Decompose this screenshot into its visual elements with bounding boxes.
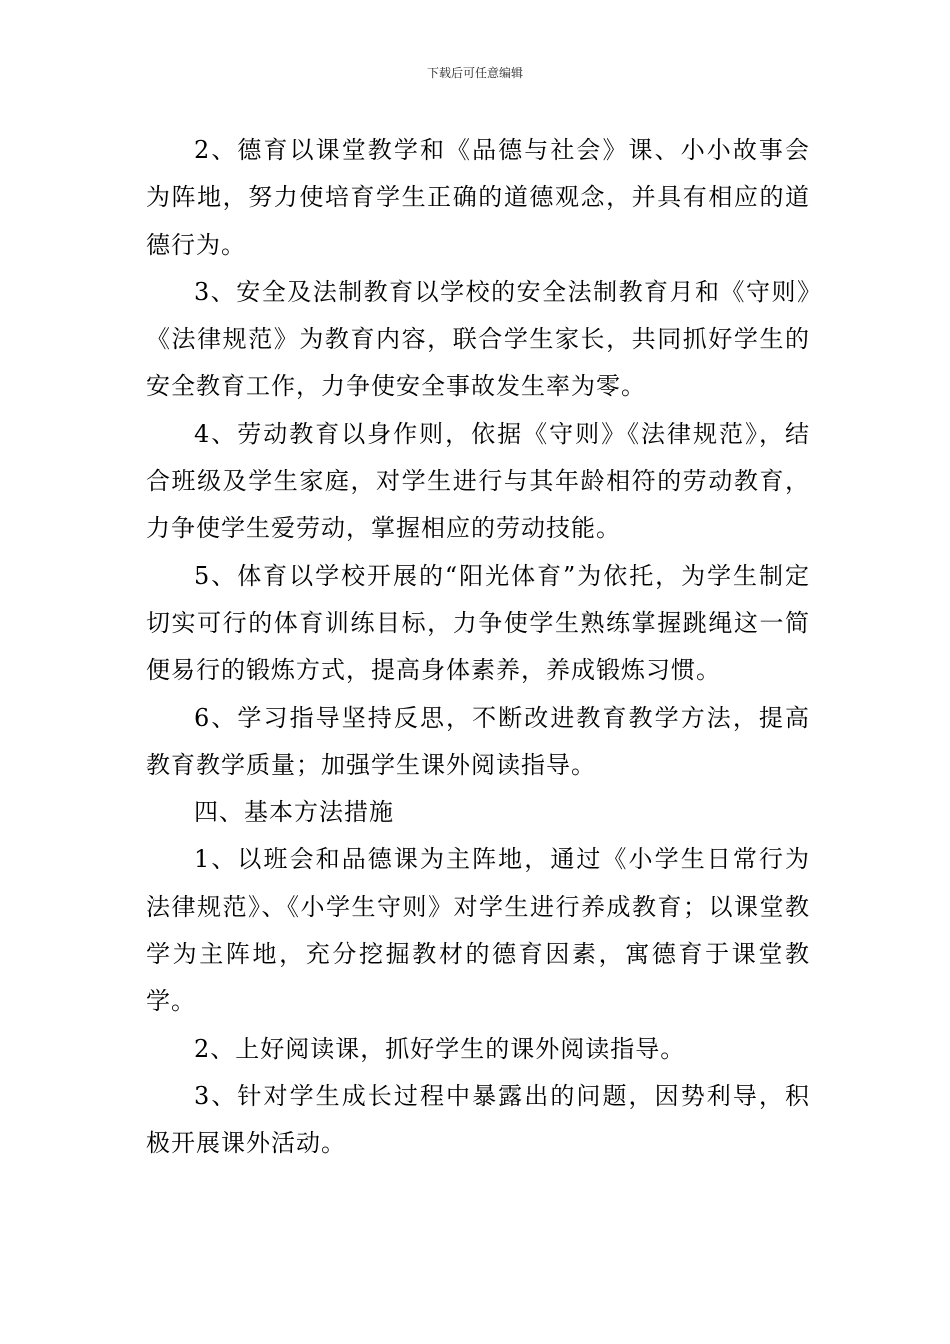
document-body (146, 127, 810, 1168)
paragraph-moral-education: 2、德育以课堂教学和《品德与社会》课、小小故事会为阵地，努力使培育学生正确的道德观念，并具有相应的道德行为。 (146, 136, 810, 259)
paragraph-safety-education: 3、安全及法制教育以学校的安全法制教育月和《守则》《法律规范》为教育内容，联合学生家长，共同抓好学生的安全教育工作，力争使安全事故发生率为零。 (146, 277, 810, 401)
paragraph-labor-education: 4、劳动教育以身作则，依据《守则》《法律规范》，结合班级及学生家庭，对学生进行与其年龄相符的劳动教育，力争使学生爱劳动，掌握相应的劳动技能。 (146, 419, 810, 543)
section-heading-methods: 四、基本方法措施 (194, 798, 394, 827)
paragraph-method-3: 3、针对学生成长过程中暴露出的问题，因势利导，积极开展课外活动。 (146, 1081, 810, 1158)
paragraph-method-1: 1、以班会和品德课为主阵地，通过《小学生日常行为法律规范》、《小学生守则》对学生进行养成教育；以课堂教学为主阵地，充分挖掘教材的德育因素，寓德育于课堂教学。 (146, 845, 810, 1016)
paragraph-physical-education: 5、体育以学校开展的“阳光体育”为依托，为学生制定切实可行的体育训练目标，力争使学生熟练掌握跳绳这一简便易行的锻炼方式，提高身体素养，养成锻炼习惯。 (146, 561, 810, 685)
page-header: 下载后可任意编辑 (426, 66, 523, 80)
paragraph-method-2: 2、上好阅读课，抓好学生的课外阅读指导。 (194, 1034, 686, 1063)
paragraph-study-guidance: 6、学习指导坚持反思，不断改进教育教学方法，提高教育教学质量；加强学生课外阅读指导。 (146, 703, 810, 779)
